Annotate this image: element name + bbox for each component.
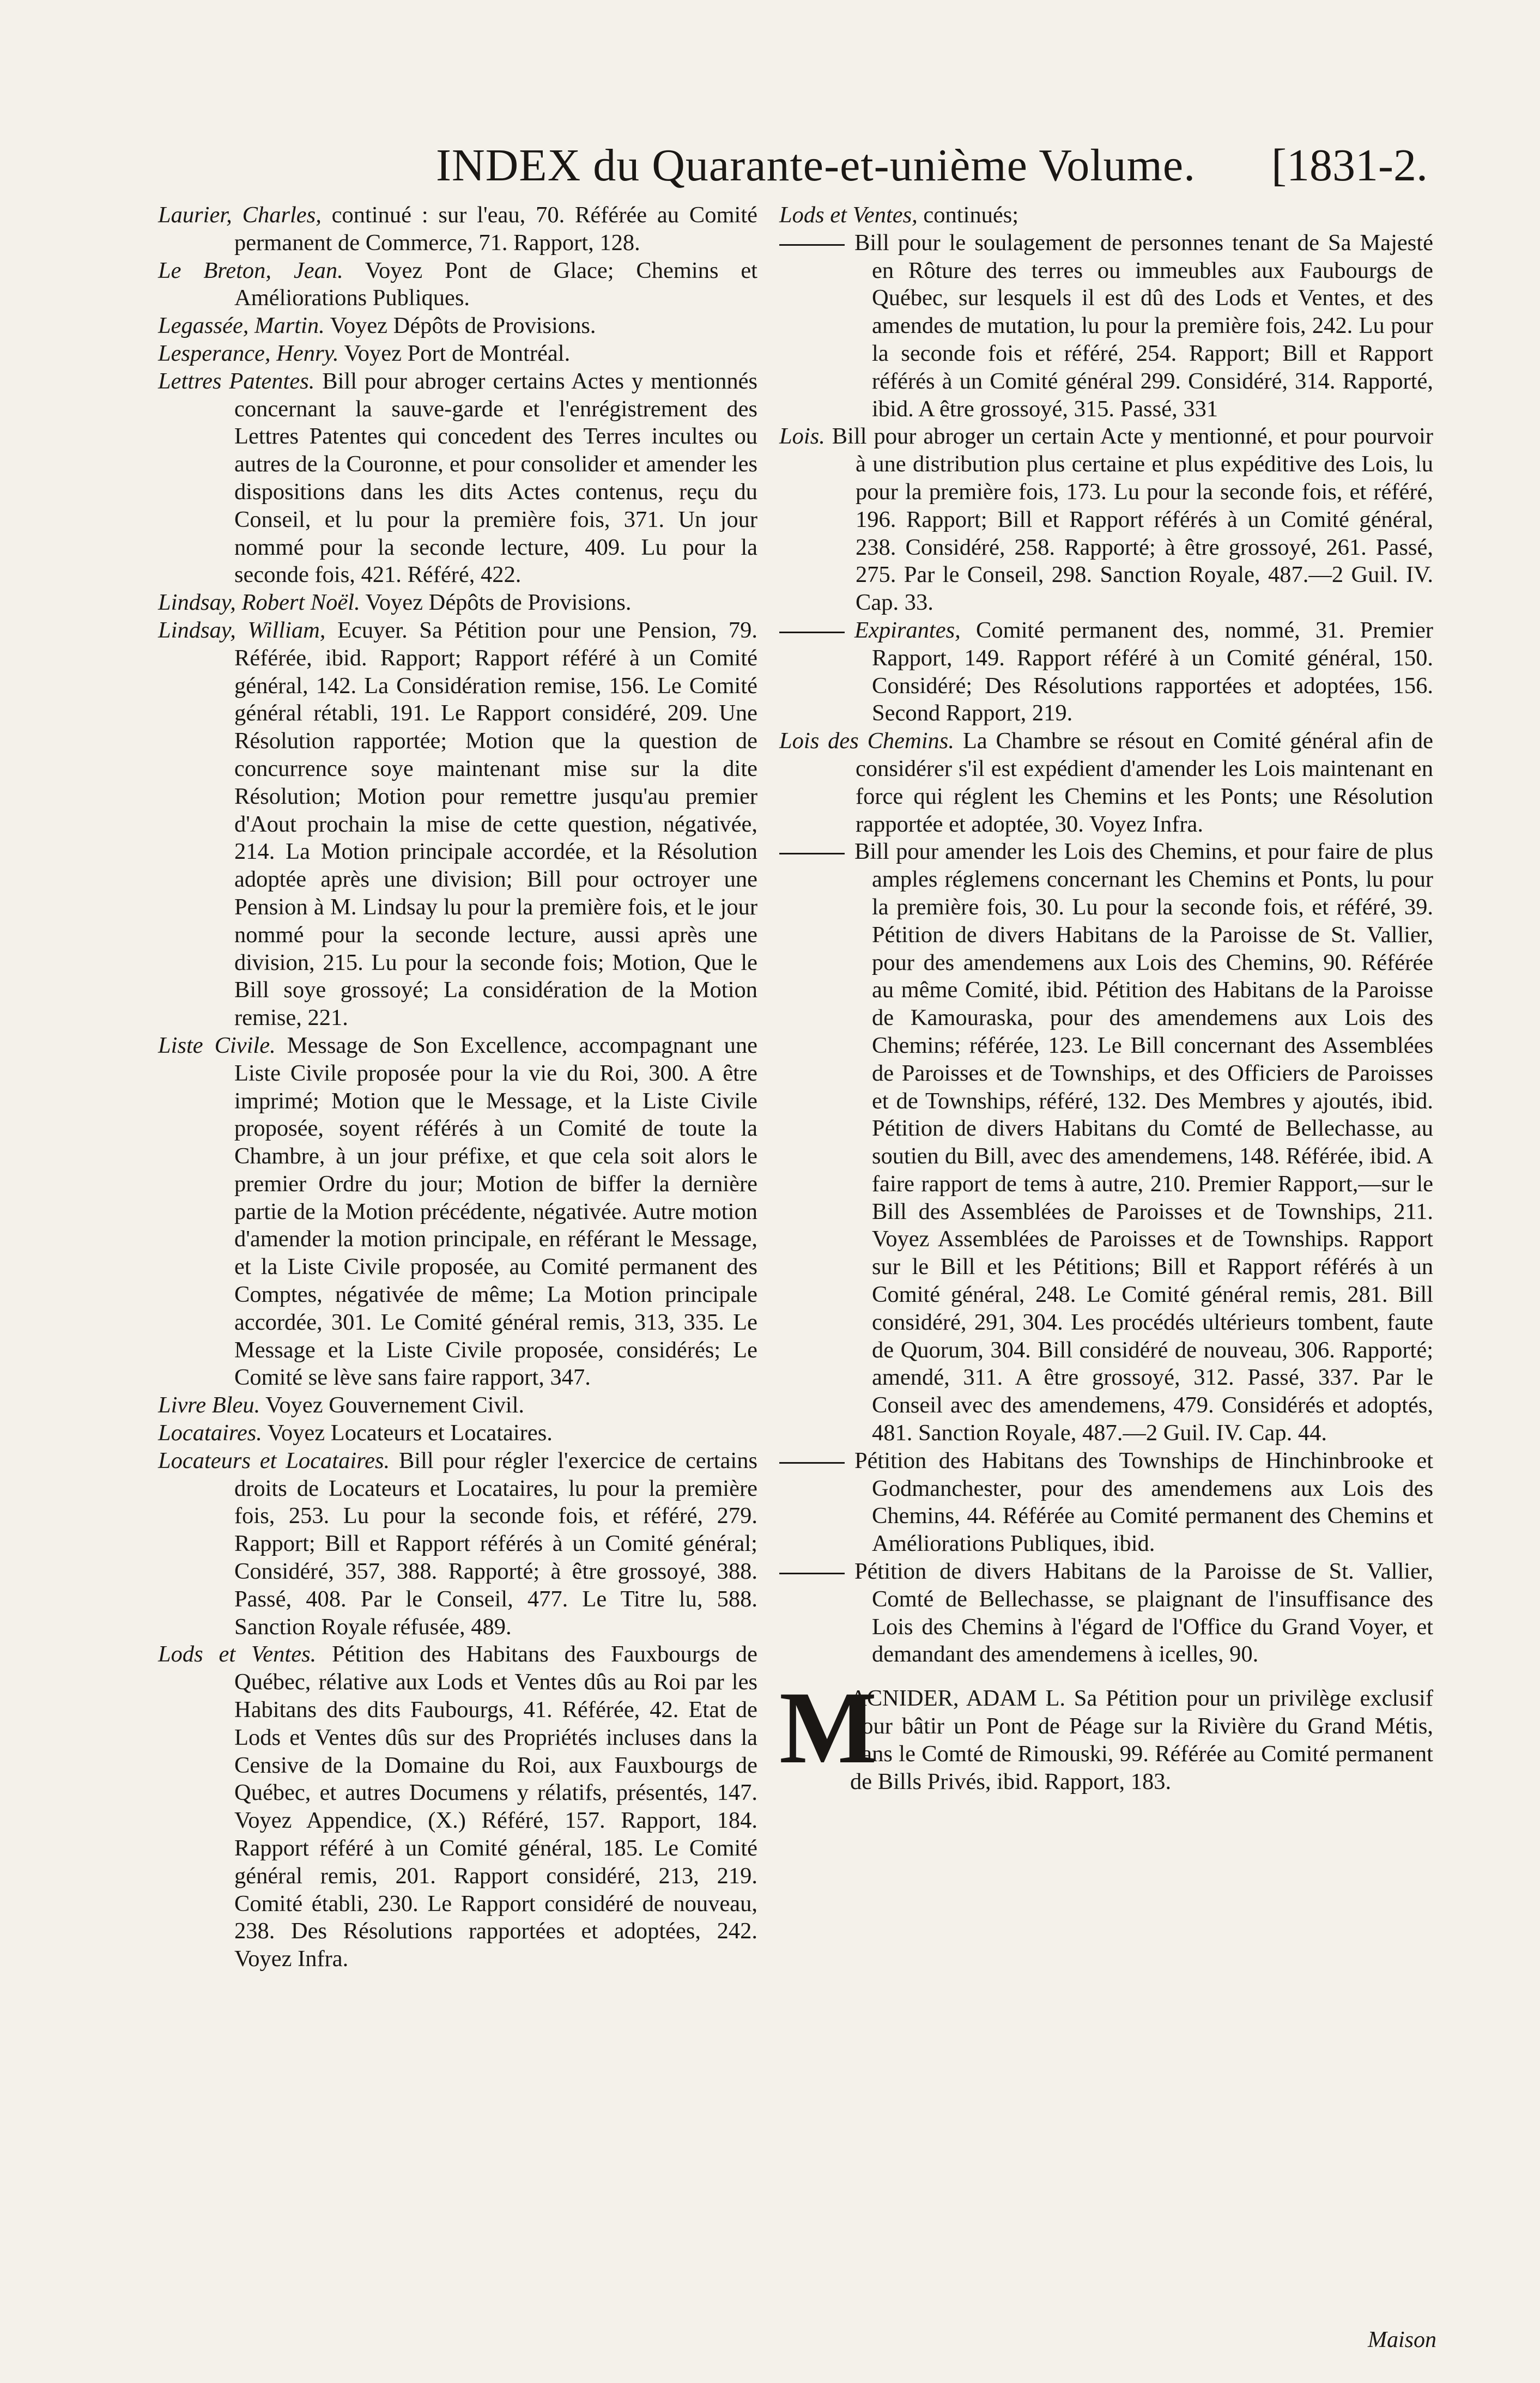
entry-headword: Lindsay, Robert Noël.	[158, 590, 360, 616]
entry-text: Voyez Port de Montréal.	[338, 340, 571, 366]
entry-headword: ACNIDER, ADAM L.	[850, 1685, 1066, 1712]
entry-text: Bill pour abroger un certain Acte y mentionné, et pour pourvoir à une distribution plus certaine et plus expéditive des Lois, lu pour la première fois, 173. Lu pour la seconde fois, et référé, 196. Rapport; Bill et Rapport référés à un Comité général, 238. Considéré, 258. Rapporté; à être grossoyé, 261. Passé, 275. Par le Conseil, 298. Sanction Royale, 487.—2 Guil. IV. Cap. 33.	[824, 423, 1433, 616]
index-subentry	[779, 1558, 1433, 1669]
index-entry	[158, 340, 757, 368]
index-entry	[158, 312, 757, 340]
entry-headword: Lods et Ventes,	[779, 202, 918, 228]
entry-headword: Legassée, Martin.	[158, 313, 325, 339]
index-entry	[158, 257, 757, 313]
entry-headword: Locataires.	[158, 1420, 262, 1446]
index-subentry	[779, 617, 1433, 727]
index-entry	[779, 423, 1433, 617]
entry-text: Pétition des Habitans des Fauxbourgs de Québec, rélative aux Lods et Ventes dûs au Roi par les Habitans des dits Faubourgs, 41. Référée, 42. Etat de Lods et Ventes dûs sur des Propriétés incluses dans la Censive de la Domaine du Roi, aux Fauxbourgs de Québec, et autres Documens y rélatifs, présentés, 147. Voyez Appendice, (X.) Référé, 157. Rapport, 184. Rapport référé à un Comité général, 185. Le Comité général remis, 201. Rapport considéré, 213, 219. Comité établi, 230. Le Rapport considéré de nouveau, 238. Des Résolutions rapportées et adoptées, 242. Voyez Infra.	[234, 1641, 757, 1972]
entry-headword: Expirantes,	[854, 617, 961, 643]
entry-text: Bill pour régler l'exercice de certains droits de Locateurs et Locataires, lu pour la première fois, 253. Lu pour la seconde fois, et référé, 279. Rapport; Bill et Rapport référés à un Comité général; Considéré, 357, 388. Rapporté; à être grossoyé, 388. Passé, 408. Par le Conseil, 477. Le Titre lu, 588. Sanction Royale réfusée, 489.	[234, 1447, 757, 1640]
left-column	[158, 202, 757, 1973]
entry-headword: Lois.	[779, 423, 825, 450]
entry-text: Sa Pétition pour un privilège exclusif pour bâtir un Pont de Péage sur la Rivière du Grand Métis, dans le Comté de Rimouski, 99. Référée au Comité permanent de Bills Privés, ibid. Rapport, 183.	[850, 1685, 1433, 1794]
right-column	[779, 202, 1433, 1796]
entry-text: continués;	[917, 202, 1019, 228]
entry-headword: Lods et Ventes.	[158, 1641, 317, 1668]
entry-text: La Chambre se résout en Comité général afin de considérer s'il est expédient d'amender les Lois maintenant en force qui réglent les Chemins et les Ponts; une Résolution rapportée et adoptée, 30. Voyez Infra.	[856, 728, 1433, 837]
entry-text: Bill pour le soulagement de personnes tenant de Sa Majesté en Rôture des terres ou immeubles aux Faubourgs de Québec, sur lesquels il est dû des Lods et Ventes, et des amendes de mutation, lu pour la première fois, 242. Lu pour la seconde fois et référé, 254. Rapport; Bill et Rapport référés à un Comité général 299. Considéré, 314. Rapporté, ibid. A être grossoyé, 315. Passé, 331	[854, 229, 1433, 422]
entry-headword: Le Breton, Jean.	[158, 257, 343, 283]
entry-headword: Lois des Chemins.	[779, 728, 954, 754]
index-entry-macnider	[779, 1671, 1433, 1796]
entry-text: Pétition de divers Habitans de la Paroisse de St. Vallier, Comté de Bellechasse, se plaignant de l'insuffisance des Lois des Chemins à l'égard de l'Office du Grand Voyer, et demandant des amendemens à icelles, 90.	[854, 1559, 1433, 1668]
entry-text: Message de Son Excellence, accompagnant une Liste Civile proposée pour la vie du Roi, 300. A être imprimé; Motion que le Message, et la Liste Civile proposée, soyent référés à un Comité de toute la Chambre, à un jour préfixe, et que cela soit alors le premier Ordre du jour; Motion de biffer la dernière partie de la Motion précédente, négativée. Autre motion d'amender la motion principale, en référant le Message, et la Liste Civile proposée, au Comité permanent des Comptes, négativée de même; La Motion principale accordée, 301. Le Comité général remis, 313, 335. Le Message et la Liste Civile proposée, considérés; Le Comité se lève sans faire rapport, 347.	[234, 1032, 757, 1391]
index-entry	[158, 368, 757, 589]
entry-text: Comité permanent des, nommé, 31. Premier Rapport, 149. Rapport référé à un Comité général, 150. Considéré; Des Résolutions rapportées et adoptées, 156. Second Rapport, 219.	[872, 617, 1433, 726]
entry-headword: Laurier, Charles,	[158, 202, 322, 228]
entry-text: Voyez Dépôts de Provisions.	[360, 590, 632, 616]
entry-text: continué : sur l'eau, 70. Référée au Comité permanent de Commerce, 71. Rapport, 128.	[234, 202, 757, 256]
entry-text: Bill pour amender les Lois des Chemins, et pour faire de plus amples réglemens concernant les Chemins et Ponts, lu pour la première fois, 30. Lu pour la seconde fois, et référé, 39. Pétition de divers Habitans de la Paroisse de St. Vallier, pour des amendemens aux Lois des Chemins, 90. Référée au même Comité, ibid. Pétition des Habitans de la Paroisse de Kamouraska, pour des amendemens aux Lois des Chemins; référée, 123. Le Bill concernant des Assemblées de Paroisses et de Townships, et des Officiers de Paroisses et de Townships, référé, 132. Des Membres y ajoutés, ibid. Pétition de divers Habitans du Comté de Bellechasse, au soutien du Bill, avec des amendemens, 148. Référée, ibid. A faire rapport de tems à autre, 210. Premier Rapport,—sur le Bill des Assemblées de Paroisses et de Townships, 211. Voyez Assemblées de Paroisses et de Townships. Rapport sur le Bill et les Pétitions; Bill et Rapport référés à un Comité général, 248. Le Comité général remis, 281. Bill considéré, 291, 304. Les procédés ultérieurs tombent, faute de Quorum, 304. Bill considéré de nouveau, 306. Rapporté; amendé, 311. A être grossoyé, 312. Passé, 337. Par le Conseil avec des amendemens, 479. Considérés et adoptés, 481. Sanction Royale, 487.—2 Guil. IV. Cap. 44.	[854, 839, 1433, 1446]
index-entry	[158, 1392, 757, 1420]
index-subentry	[779, 229, 1433, 423]
page-year: [1831-2.	[1271, 140, 1428, 191]
entry-headword: Lettres Patentes.	[158, 368, 315, 394]
entry-text: Ecuyer. Sa Pétition pour une Pension, 79. Référée, ibid. Rapport; Rapport référé à un Comité général, 142. La Considération remise, 156. Le Comité général rétabli, 191. Le Rapport considéré, 209. Une Résolution rapportée; Motion que la question de concurrence soye maintenant mise sur la dite Résolution; Motion pour remettre jusqu'au premier d'Aout prochain la mise de cette question, négativée, 214. La Motion principale accordée, et la Résolution adoptée après une division; Bill pour octroyer une Pension à M. Lindsay lu pour la première fois, et le jour nommé pour la seconde lecture, aussi après une division, 215. Lu pour la seconde fois; Motion, Que le Bill soye grossoyé; La considération de la Motion remise, 221.	[234, 617, 758, 1031]
entry-text: Voyez Locateurs et Locataires.	[262, 1420, 553, 1446]
index-entry	[158, 1641, 757, 1973]
ditto-dash	[779, 244, 845, 246]
index-entry	[158, 1447, 757, 1641]
entry-headword: Lesperance, Henry.	[158, 340, 339, 366]
entry-headword: Liste Civile.	[158, 1032, 276, 1058]
index-subentry	[779, 1447, 1433, 1558]
page-title: INDEX du Quarante-et-unième Volume.	[436, 140, 1196, 191]
index-entry	[158, 617, 757, 1032]
index-entry	[779, 727, 1433, 838]
entry-text: Voyez Dépôts de Provisions.	[324, 313, 596, 339]
page-header	[158, 131, 1428, 196]
entry-text: Bill pour abroger certains Actes y mentionnés concernant la sauve-garde et l'enrégistrement des Lettres Patentes qui concedent des Terres incultes ou autres de la Couronne, et pour consolider et amender les dispositions dans les dits Actes contenus, reçu du Conseil, et lu pour la première fois, 371. Un jour nommé pour la seconde lecture, 409. Lu pour la seconde fois, 421. Référé, 422.	[234, 368, 758, 588]
entry-text: Pétition des Habitans des Townships de Hinchinbrooke et Godmanchester, pour des amendemens aux Lois des Chemins, 44. Référée au Comité permanent des Chemins et Améliorations Publiques, ibid.	[854, 1447, 1433, 1557]
ditto-dash	[779, 853, 845, 854]
index-entry	[158, 1420, 757, 1447]
ditto-dash	[779, 1573, 845, 1574]
index-entry	[158, 589, 757, 617]
entry-text: Voyez Gouvernement Civil.	[260, 1392, 525, 1418]
right-column-entries	[779, 202, 1433, 1669]
entry-headword: Lindsay, William,	[158, 617, 326, 643]
ditto-dash	[779, 632, 845, 633]
index-entry	[779, 202, 1433, 229]
drop-cap: M	[779, 1671, 877, 1786]
entry-headword: Livre Bleu.	[158, 1392, 260, 1418]
catchword: Maison	[1368, 2327, 1436, 2352]
index-subentry	[779, 838, 1433, 1447]
index-entry	[158, 202, 757, 257]
ditto-dash	[779, 1462, 845, 1464]
entry-text: Voyez Pont de Glace; Chemins et Améliorations Publiques.	[234, 257, 757, 311]
index-entry	[158, 1032, 757, 1392]
entry-headword: Locateurs et Locataires.	[158, 1447, 390, 1474]
